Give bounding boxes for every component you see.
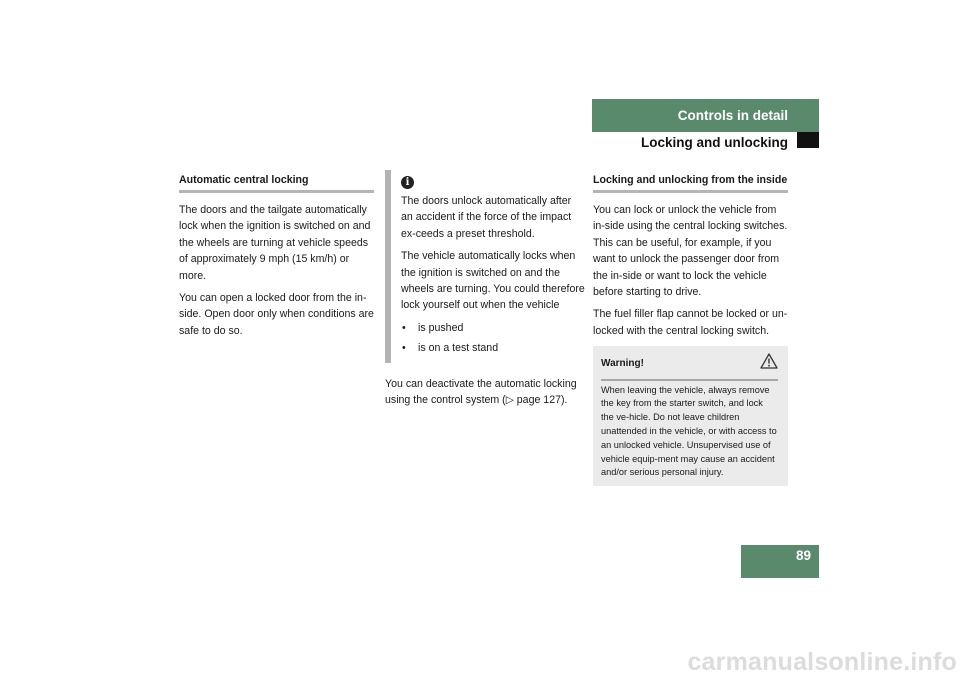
warning-header <box>601 353 778 380</box>
note-paragraph: The vehicle automatically locks when the ignition is switched on and the wheels are turning. You could therefore lock yourself out when the vehicle <box>401 250 585 312</box>
heading-automatic-central-locking: Automatic central locking <box>179 173 374 193</box>
section-title: Controls in detail <box>677 108 788 123</box>
paragraph: You can open a locked door from the in-side. Open door only when conditions are safe to do so. <box>179 292 374 337</box>
info-note <box>385 170 585 363</box>
note-bullet-list <box>401 320 585 357</box>
header-black-tab <box>797 132 819 148</box>
paragraph: The doors and the tailgate automatically lock when the ignition is switched on and the wheels are turning at vehicle speeds of approximately 9 mph (15 km/h) or more. <box>179 204 371 282</box>
list-item: • is on a test stand <box>401 340 585 356</box>
note-paragraph: The doors unlock automatically after an accident if the force of the impact ex-ceeds a preset threshold. <box>401 195 572 240</box>
watermark: carmanualsonline.info <box>687 648 957 676</box>
info-icon: i <box>401 176 414 189</box>
warning-triangle-icon <box>760 353 778 374</box>
warning-body: When leaving the vehicle, always remove the key from the starter switch, and lock the ve-hicle. Do not leave children unattended in the vehicle, or with access to an unlocked vehicle. Unsupervised use of vehicle equip-ment may cause an accident and/or serious personal injury. <box>601 384 777 478</box>
subsection-title: Locking and unlocking <box>640 135 788 150</box>
warning-title: Warning! <box>601 357 644 369</box>
page-number: 89 <box>795 548 811 563</box>
column-info-note <box>385 170 585 414</box>
list-item: • is pushed <box>401 320 585 336</box>
paragraph: You can lock or unlock the vehicle from in-side using the central locking switches. This can be useful, for example, if you want to unlock the passenger door from the in-side or want to lock the vehicle before starting to drive. <box>593 204 788 299</box>
paragraph: The fuel filler flap cannot be locked or un-locked with the central locking switch. <box>593 308 788 337</box>
column-inside-locking <box>593 173 788 486</box>
heading-locking-from-inside: Locking and unlocking from the inside <box>593 173 788 193</box>
paragraph: You can deactivate the automatic locking using the control system (▷ page 127). <box>385 377 577 407</box>
warning-box <box>593 346 788 486</box>
column-automatic-locking <box>179 173 374 345</box>
